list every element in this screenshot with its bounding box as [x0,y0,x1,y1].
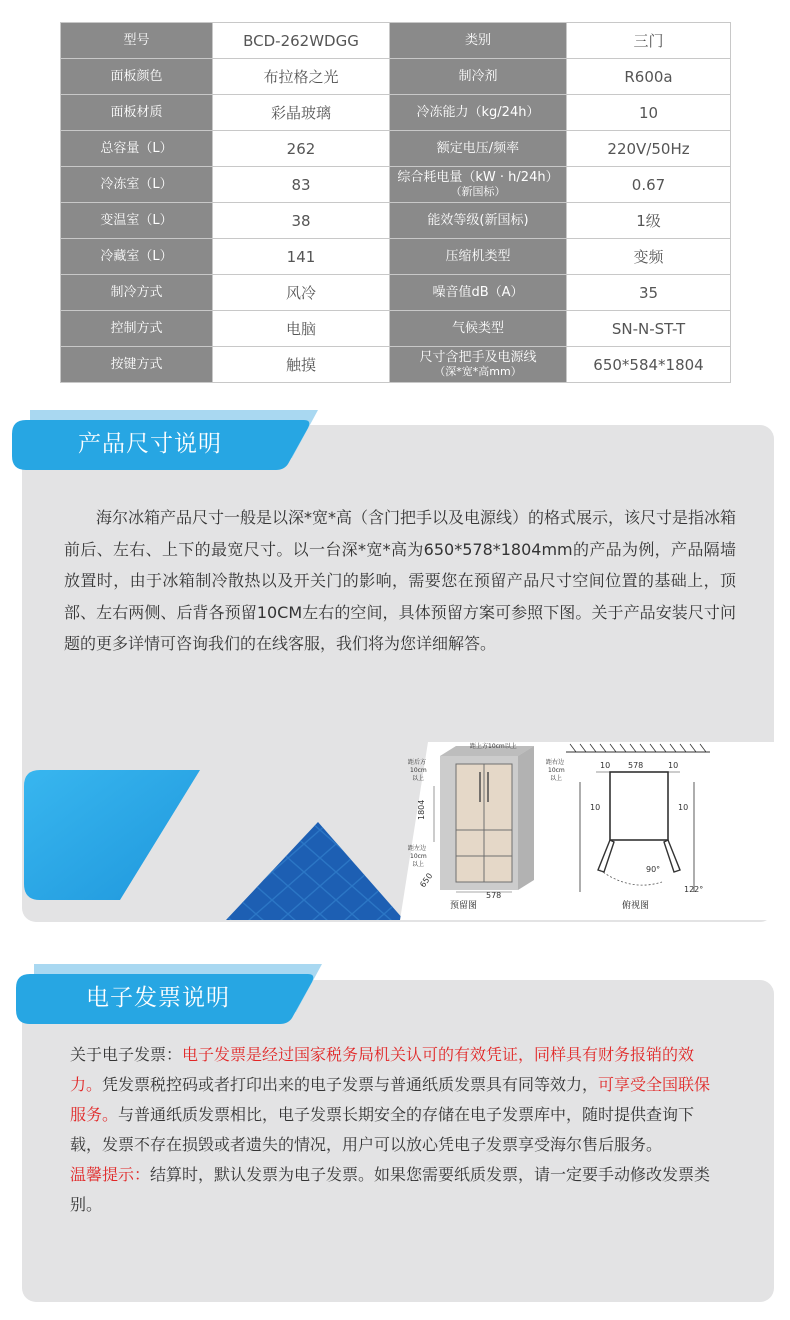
spec-value-text: BCD-262WDGG [243,31,359,50]
note-right-3: 以上 [550,775,563,782]
invoice-highlight-1: 电子发票是经过国家税务局机关认可的有效凭证，同样具有财务报销的效力。 [70,1045,695,1094]
spec-value [213,167,390,203]
spec-value [567,203,731,239]
spec-value-text: R600a [624,67,673,86]
spec-row [61,239,731,275]
spec-value-text: 电脑 [285,319,316,338]
spec-value [567,275,731,311]
spec-table-body [61,23,731,383]
spec-value [567,167,731,203]
spec-value [213,203,390,239]
spec-key-text: 额定电压/频率 [436,140,520,156]
spec-value [213,23,390,59]
spec-key-text: 控制方式 [110,320,163,336]
invoice-paragraph-2 [70,1160,726,1220]
spec-row [61,167,731,203]
invoice-middle: 凭发票税控码或者打印出来的电子发票与普通纸质发票具有同等效力， [102,1075,599,1094]
spec-row [61,23,731,59]
spec-key-text: 制冷方式 [110,284,163,300]
spec-value [567,95,731,131]
spec-value-text: 三门 [633,31,664,50]
spec-key [390,239,567,275]
spec-key-text: 噪音值dB（A） [432,284,524,300]
spec-value-text: 布拉格之光 [263,67,339,86]
note-left-2: 10cm [410,853,427,860]
note-right-1: 距右边 [546,759,565,766]
spec-value-text: SN-N-ST-T [611,319,686,338]
spec-key-text: 型号 [123,32,150,48]
light-blue-shape [24,770,200,900]
spec-key-text: 面板颜色 [110,68,163,84]
note-right-2: 10cm [548,767,565,774]
spec-table [60,22,731,383]
invoice-section-title: 电子发票说明 [86,985,230,1011]
spec-value [213,95,390,131]
spec-value-text: 262 [286,139,316,158]
top-width: 578 [628,761,644,770]
spec-value-text: 风冷 [285,283,316,302]
spec-value [567,239,731,275]
tip-body: 结算时，默认发票为电子发票。如果您需要纸质发票，请一定要手动修改发票类别。 [70,1165,711,1214]
note-back-1: 距后方 [408,759,427,766]
dim-depth: 650 [418,871,435,890]
spec-key-text: 冷藏室（L） [100,248,173,264]
spec-row [61,59,731,95]
spec-key [390,203,567,239]
spec-key [61,131,213,167]
spec-row [61,203,731,239]
spec-value [567,347,731,383]
spec-key-text: 总容量（L） [100,140,173,156]
spec-key-text: 类别 [464,32,491,48]
note-back-2: 10cm [410,767,427,774]
spec-value [213,59,390,95]
spec-value-text: 1级 [636,211,661,230]
invoice-tail: 与普通纸质发票相比，电子发票长期安全的存储在电子发票库中，随时提供查询下载，发票不存在损毁或者遗失的情况，用户可以放心凭电子发票享受海尔售后服务。 [70,1105,695,1154]
invoice-highlight-2: 可享受全国联保服务。 [70,1075,711,1124]
spec-key [61,347,213,383]
size-section-title: 产品尺寸说明 [78,431,222,457]
invoice-paragraph-1 [70,1040,726,1160]
note-back-3: 以上 [412,775,425,782]
invoice-section-tab [16,962,322,1024]
spec-key-text: 压缩机类型 [445,248,511,264]
spec-key [390,95,567,131]
size-description: 海尔冰箱产品尺寸一般是以深*宽*高（含门把手以及电源线）的格式展示，该尺寸是指冰箱前后、左右、上下的最宽尺寸。以一台深*宽*高为650*578*1804mm的产品为例，产品隔墙放置时，由于冰箱制冷散热以及开关门的影响，需要您在预留产品尺寸空间位置的基础上，顶部、左右两侧、后背各预留10CM左右的空间，具体预留方案可参照下图。关于产品安装尺寸问题的更多详情可咨询我们的在线客服，我们将为您详细解答。 [64,508,737,653]
spec-value [567,59,731,95]
spec-key [390,347,567,383]
spec-key-text: 变温室（L） [100,212,173,228]
note-top: 距上方10cm以上 [470,743,517,750]
spec-key-text: 按键方式 [110,356,163,372]
spec-value [213,347,390,383]
angle-122: 122° [684,885,704,894]
spec-value [213,275,390,311]
spec-key [61,59,213,95]
spec-value-text: 10 [638,103,659,122]
spec-value [567,311,731,347]
spec-key [390,131,567,167]
caption-top: 俯视图 [622,901,650,911]
spec-key [390,275,567,311]
side-right-gap: 10 [678,803,689,812]
spec-key [390,59,567,95]
top-left-gap: 10 [600,761,611,770]
dim-width: 578 [486,891,502,900]
spec-row [61,275,731,311]
spec-key-text: 冷冻室（L） [100,176,173,192]
decorative-blue-shapes [0,760,420,930]
spec-value-text: 变频 [633,247,664,266]
spec-key [61,311,213,347]
size-diagram [400,742,780,920]
spec-key [61,95,213,131]
side-left-gap: 10 [590,803,601,812]
spec-value-text: 220V/50Hz [607,139,690,158]
spec-row [61,347,731,383]
spec-value-text: 0.67 [631,175,666,194]
spec-value-text: 35 [638,283,659,302]
spec-row [61,95,731,131]
invoice-lead: 关于电子发票： [70,1045,183,1064]
spec-key-text: 面板材质 [110,104,163,120]
spec-value [567,23,731,59]
spec-value [213,311,390,347]
spec-key [61,203,213,239]
spec-key [61,23,213,59]
spec-value [213,239,390,275]
spec-key-text: 制冷剂 [458,68,498,84]
dim-height: 1804 [417,799,426,820]
spec-key-subtext: （深*宽*高mm） [434,364,522,378]
spec-key [61,239,213,275]
spec-key-text: 综合耗电量（kW · h/24h） [397,169,559,185]
spec-value-text: 触摸 [285,355,316,374]
spec-key-subtext: （新国标） [450,184,506,198]
note-left-3: 以上 [412,861,425,868]
spec-row [61,131,731,167]
size-section-tab [12,408,318,470]
caption-front: 预留图 [450,901,478,911]
angle-90: 90° [646,865,661,874]
spec-value-text: 141 [286,247,316,266]
spec-value-text: 彩晶玻璃 [270,103,331,122]
invoice-description [70,1040,726,1220]
spec-key-text: 能效等级(新国标) [427,212,529,228]
spec-value-text: 38 [291,211,311,230]
spec-value [567,131,731,167]
spec-row [61,311,731,347]
spec-key [390,167,567,203]
spec-value [213,131,390,167]
spec-value-text: 650*584*1804 [593,355,704,374]
tip-label: 温馨提示： [70,1165,151,1184]
top-right-gap: 10 [668,761,679,770]
spec-key-text: 尺寸含把手及电源线 [419,349,537,365]
note-left-1: 距左边 [408,845,427,852]
spec-key [390,23,567,59]
spec-key-text: 气候类型 [451,320,504,336]
spec-key-text: 冷冻能力（kg/24h） [416,104,540,120]
spec-key [61,167,213,203]
spec-value-text: 83 [291,175,311,194]
spec-key [390,311,567,347]
spec-key [61,275,213,311]
